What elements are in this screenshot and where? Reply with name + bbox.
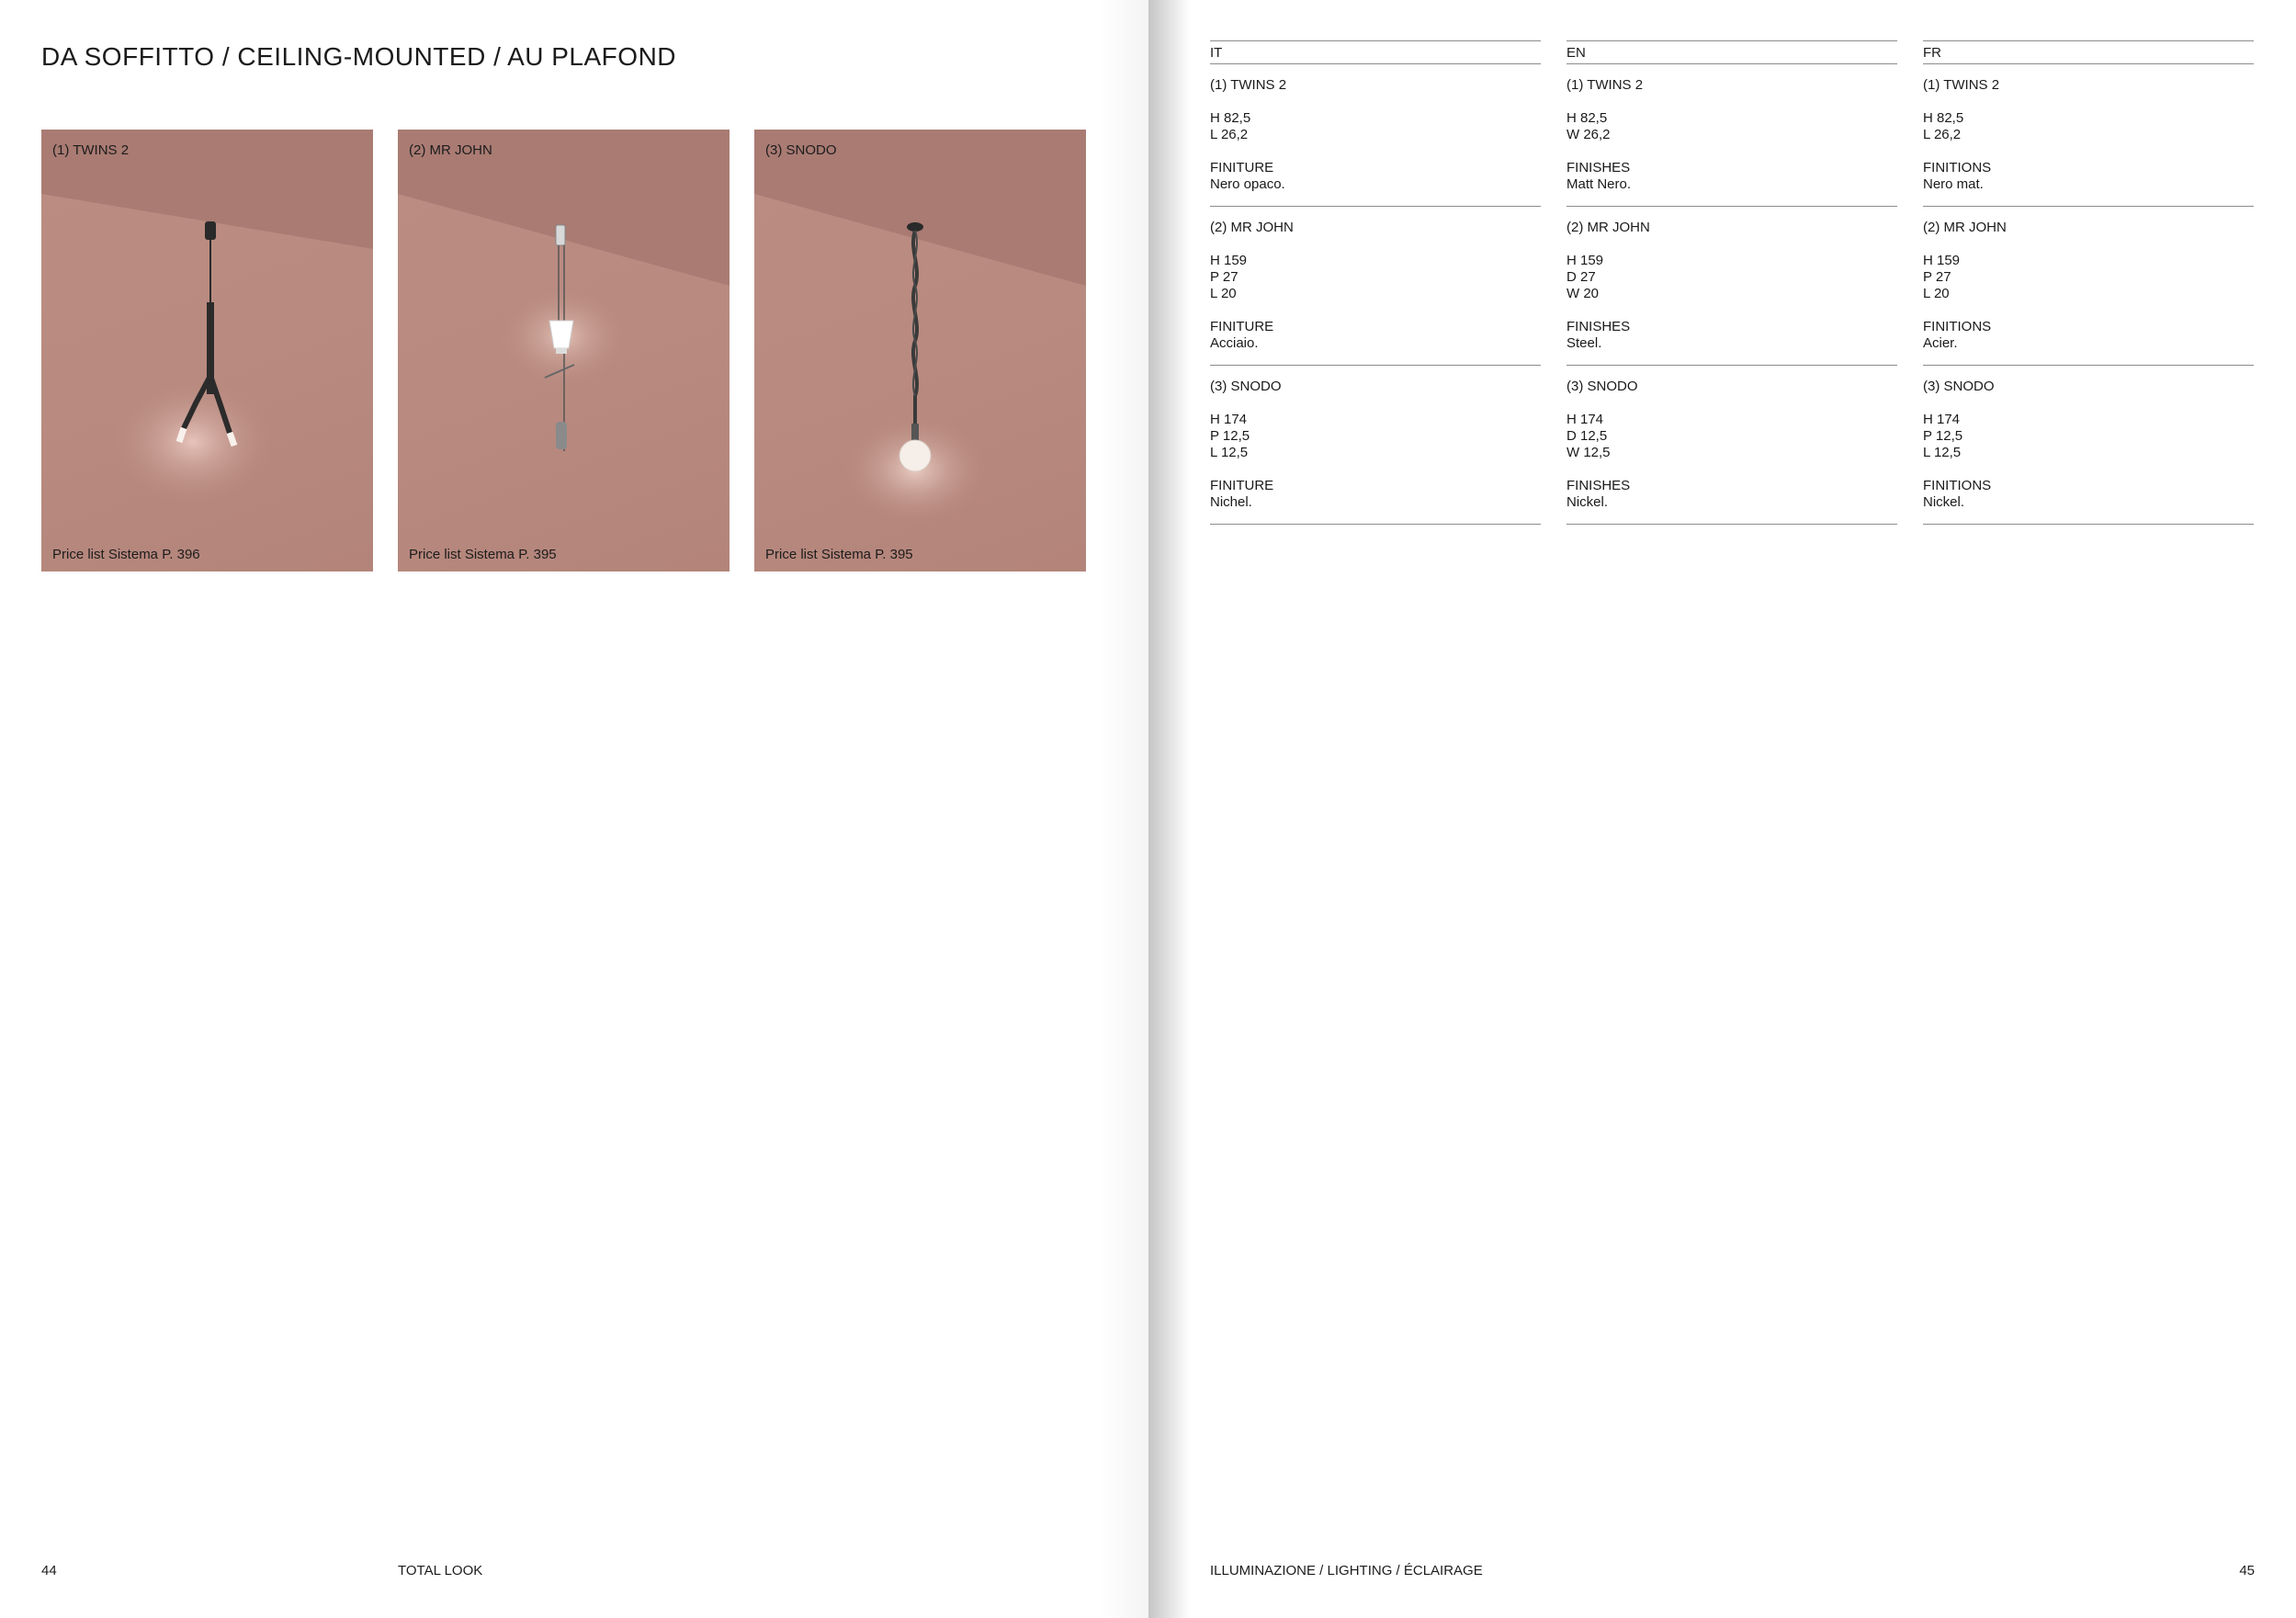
dimension-line: H 159 xyxy=(1923,253,1961,268)
spec-block xyxy=(1210,64,1541,207)
product-name: (3) SNODO xyxy=(1923,379,1995,394)
product-name: (1) TWINS 2 xyxy=(1923,77,2000,93)
product-card-twins-2[interactable] xyxy=(41,130,373,571)
finish-label: FINITIONS xyxy=(1923,478,1992,493)
dimensions xyxy=(1210,412,1541,461)
page-number-left: 44 xyxy=(41,1563,57,1578)
language-header: IT xyxy=(1210,41,1541,64)
finish-value: Acciaio. xyxy=(1210,335,1259,351)
product-name: (2) MR JOHN xyxy=(1923,220,2007,235)
snodo-lamp-image xyxy=(754,130,1086,571)
finish-label: FINISHES xyxy=(1566,319,1631,334)
dimension-line: H 174 xyxy=(1923,412,1961,427)
spine-shadow-right xyxy=(1148,0,1190,1618)
dimension-line: L 12,5 xyxy=(1923,445,1962,460)
dimension-line: D 27 xyxy=(1566,269,1596,285)
finish-label: FINITIONS xyxy=(1923,160,1992,175)
language-header: FR xyxy=(1923,41,2254,64)
spec-block xyxy=(1566,64,1897,207)
dimensions xyxy=(1210,253,1541,302)
dimensions xyxy=(1210,110,1541,143)
dimension-line: H 174 xyxy=(1210,412,1248,427)
spec-block xyxy=(1923,64,2254,207)
finish-label: FINITURE xyxy=(1210,478,1274,493)
spec-column-fr xyxy=(1923,40,2254,525)
dimension-line: P 12,5 xyxy=(1210,428,1250,444)
right-page xyxy=(1148,0,2296,1618)
product-name: (3) SNODO xyxy=(1566,379,1638,394)
dimension-line: D 12,5 xyxy=(1566,428,1608,444)
product-name: (1) TWINS 2 xyxy=(1566,77,1644,93)
finish-label: FINISHES xyxy=(1566,478,1631,493)
spec-block xyxy=(1566,207,1897,366)
product-name: (2) MR JOHN xyxy=(1566,220,1650,235)
dimension-line: W 12,5 xyxy=(1566,445,1611,460)
dimensions xyxy=(1923,253,2254,302)
dimension-line: H 159 xyxy=(1566,253,1604,268)
dimension-line: L 12,5 xyxy=(1210,445,1249,460)
dimensions xyxy=(1566,110,1897,143)
dimensions xyxy=(1923,110,2254,143)
dimension-line: W 26,2 xyxy=(1566,127,1611,142)
card-label: (3) SNODO xyxy=(765,142,837,158)
product-card-snodo[interactable] xyxy=(754,130,1086,571)
product-name: (3) SNODO xyxy=(1210,379,1282,394)
card-price-link[interactable]: Price list Sistema P. 396 xyxy=(52,547,200,562)
spec-column-it xyxy=(1210,40,1541,525)
finish-label: FINISHES xyxy=(1566,160,1631,175)
finish-value: Steel. xyxy=(1566,335,1602,351)
spec-column-en xyxy=(1566,40,1897,525)
mr-john-lamp-image xyxy=(398,130,730,571)
section-title: DA SOFFITTO / CEILING-MOUNTED / AU PLAFOND xyxy=(41,42,677,71)
product-card-mr-john[interactable] xyxy=(398,130,730,571)
finish-value: Nichel. xyxy=(1210,494,1252,510)
finish-value: Nero mat. xyxy=(1923,176,1984,192)
finish-value: Acier. xyxy=(1923,335,1958,351)
finish-value: Nickel. xyxy=(1923,494,1965,510)
dimension-line: H 82,5 xyxy=(1923,110,1964,126)
product-name: (1) TWINS 2 xyxy=(1210,77,1287,93)
footer-section-left: TOTAL LOOK xyxy=(398,1563,483,1578)
dimensions xyxy=(1566,253,1897,302)
card-label: (2) MR JOHN xyxy=(409,142,492,158)
footer-section-right: ILLUMINAZIONE / LIGHTING / ÉCLAIRAGE xyxy=(1210,1563,1483,1578)
dimension-line: L 26,2 xyxy=(1210,127,1249,142)
card-price-link[interactable]: Price list Sistema P. 395 xyxy=(765,547,913,562)
dimension-line: P 12,5 xyxy=(1923,428,1963,444)
product-name: (2) MR JOHN xyxy=(1210,220,1294,235)
spec-block xyxy=(1566,366,1897,525)
dimension-line: L 26,2 xyxy=(1923,127,1962,142)
dimension-line: H 82,5 xyxy=(1566,110,1608,126)
finish-label: FINITURE xyxy=(1210,319,1274,334)
spec-block xyxy=(1210,207,1541,366)
finish-label: FINITURE xyxy=(1210,160,1274,175)
spec-block xyxy=(1210,366,1541,525)
spec-block xyxy=(1923,366,2254,525)
card-price-link[interactable]: Price list Sistema P. 395 xyxy=(409,547,557,562)
card-label: (1) TWINS 2 xyxy=(52,142,130,158)
dimension-line: P 27 xyxy=(1923,269,1951,285)
finish-label: FINITIONS xyxy=(1923,319,1992,334)
dimension-line: P 27 xyxy=(1210,269,1238,285)
finish-value: Nero opaco. xyxy=(1210,176,1285,192)
finish-value: Nickel. xyxy=(1566,494,1609,510)
dimension-line: H 159 xyxy=(1210,253,1248,268)
twins-2-lamp-image xyxy=(41,130,373,571)
dimensions xyxy=(1566,412,1897,461)
dimension-line: L 20 xyxy=(1210,286,1237,301)
dimensions xyxy=(1923,412,2254,461)
dimension-line: L 20 xyxy=(1923,286,1950,301)
dimension-line: H 174 xyxy=(1566,412,1604,427)
spec-block xyxy=(1923,207,2254,366)
finish-value: Matt Nero. xyxy=(1566,176,1632,192)
dimension-line: H 82,5 xyxy=(1210,110,1251,126)
page-number-right: 45 xyxy=(2239,1563,2255,1578)
language-header: EN xyxy=(1566,41,1897,64)
dimension-line: W 20 xyxy=(1566,286,1600,301)
